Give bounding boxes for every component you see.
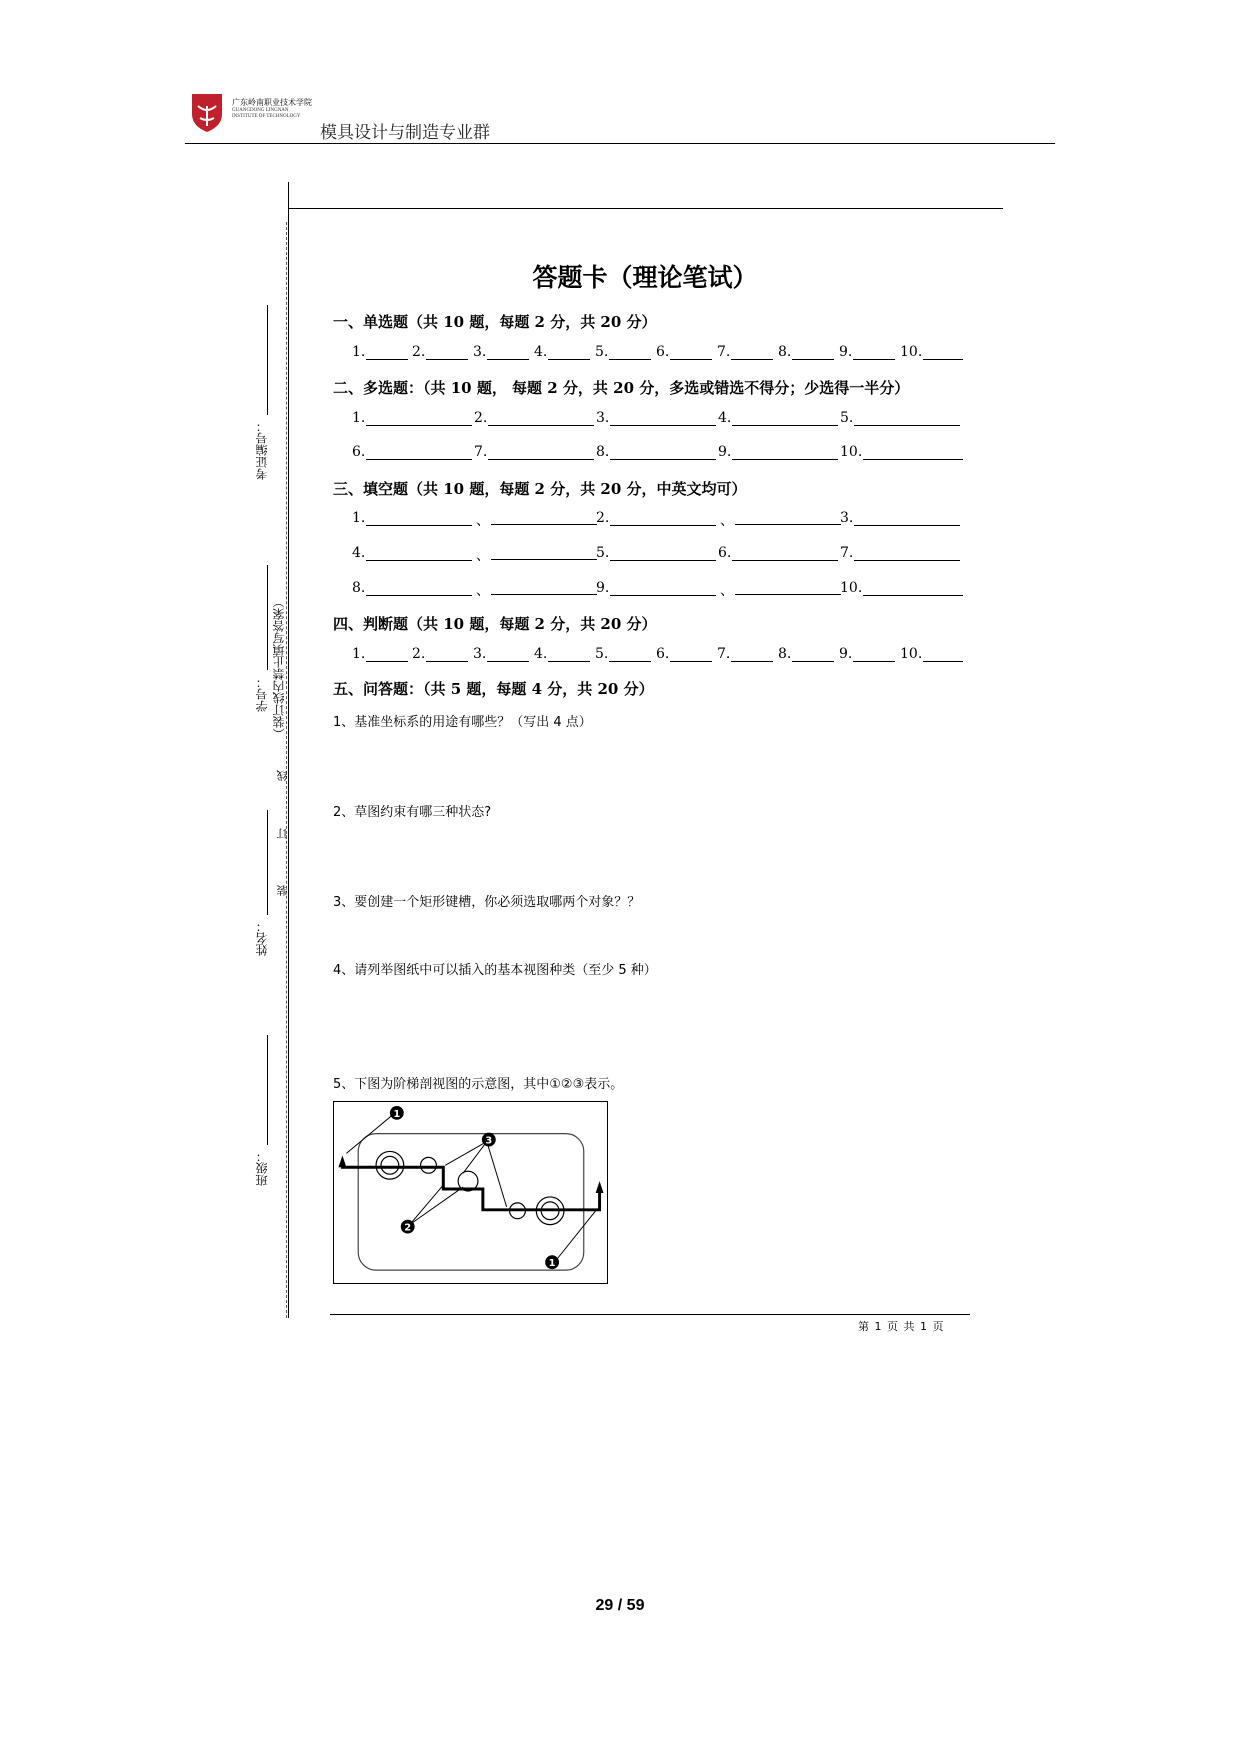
answer-number: 9. bbox=[596, 580, 610, 596]
card-top-rule bbox=[288, 208, 1003, 209]
answer-blank[interactable] bbox=[366, 411, 472, 426]
document-page-counter: 29 / 59 bbox=[595, 1597, 645, 1614]
answer-blank[interactable] bbox=[854, 546, 960, 561]
answer-blank[interactable] bbox=[854, 411, 960, 426]
callout-3: 3 bbox=[485, 1135, 493, 1147]
answer-blank[interactable] bbox=[366, 647, 408, 662]
answer-blank[interactable] bbox=[609, 647, 651, 662]
answer-blank[interactable] bbox=[366, 546, 472, 561]
name-label: 姓名： bbox=[255, 920, 269, 956]
school-name-en-line1: GUANGDONG LINGNAN bbox=[232, 108, 289, 113]
separator: 、 bbox=[476, 583, 490, 599]
answer-number: 1. bbox=[352, 646, 366, 662]
answer-number: 7. bbox=[717, 646, 731, 662]
answer-blank[interactable] bbox=[491, 545, 597, 560]
answer-number: 10. bbox=[840, 580, 863, 596]
answer-number: 3. bbox=[473, 646, 487, 662]
section-fill-blank-title: 三、填空题（共 10 题，每题 2 分，共 20 分，中英文均可） bbox=[333, 480, 747, 498]
exam-no-label: 考证编号： bbox=[255, 420, 269, 480]
name-line bbox=[267, 810, 268, 915]
short-answer-question-4: 4、请列举图纸中可以插入的基本视图种类（至少 5 种） bbox=[333, 963, 657, 978]
answer-number: 2. bbox=[412, 646, 426, 662]
answer-number: 6. bbox=[656, 646, 670, 662]
answer-number: 4. bbox=[718, 410, 732, 426]
answer-card-title: 答题卡（理论笔试） bbox=[532, 263, 758, 292]
section-short-answer-title: 五、问答题：（共 5 题，每题 4 分，共 20 分） bbox=[333, 680, 654, 698]
binding-mark-zhuang: 装 bbox=[276, 885, 289, 896]
student-no-line bbox=[267, 565, 268, 670]
answer-number: 10. bbox=[900, 344, 923, 360]
callout-1: 1 bbox=[393, 1108, 401, 1120]
separator: 、 bbox=[476, 513, 490, 529]
answer-blank[interactable] bbox=[732, 546, 838, 561]
school-name-en bbox=[232, 108, 301, 120]
answer-blank[interactable] bbox=[487, 647, 529, 662]
answer-blank[interactable] bbox=[491, 510, 597, 525]
answer-number: 5. bbox=[595, 344, 609, 360]
school-name-cn: 广东岭南职业技术学院 bbox=[232, 98, 312, 107]
answer-number: 5. bbox=[596, 545, 610, 561]
answer-blank[interactable] bbox=[853, 345, 895, 360]
answer-number: 5. bbox=[840, 410, 854, 426]
answer-blank[interactable] bbox=[610, 546, 716, 561]
section-true-false-title: 四、判断题（共 10 题，每题 2 分，共 20 分） bbox=[333, 615, 657, 633]
answer-number: 8. bbox=[352, 580, 366, 596]
header-divider bbox=[185, 143, 1055, 144]
answer-number: 8. bbox=[778, 344, 792, 360]
answer-blank[interactable] bbox=[610, 411, 716, 426]
answer-blank[interactable] bbox=[487, 345, 529, 360]
binding-notice: （装订线内禁止填写答案） bbox=[272, 596, 286, 740]
answer-blank[interactable] bbox=[610, 511, 716, 526]
answer-blank[interactable] bbox=[488, 411, 594, 426]
answer-blank[interactable] bbox=[610, 445, 716, 460]
answer-blank[interactable] bbox=[732, 445, 838, 460]
answer-blank[interactable] bbox=[488, 445, 594, 460]
binding-line bbox=[288, 182, 289, 1318]
answer-number: 3. bbox=[596, 410, 610, 426]
answer-number: 6. bbox=[352, 444, 366, 460]
answer-blank[interactable] bbox=[923, 345, 963, 360]
answer-blank[interactable] bbox=[670, 345, 712, 360]
answer-blank[interactable] bbox=[426, 345, 468, 360]
answer-blank[interactable] bbox=[735, 580, 841, 595]
short-answer-question-5: 5、下图为阶梯剖视图的示意图，其中①②③表示。 bbox=[333, 1077, 624, 1092]
section-multi-choice-title: 二、多选题：（共 10 题， 每题 2 分，共 20 分，多选或错选不得分；少选得一半分） bbox=[333, 379, 910, 397]
answer-number: 10. bbox=[900, 646, 923, 662]
answer-blank[interactable] bbox=[491, 580, 597, 595]
answer-number: 4. bbox=[534, 344, 548, 360]
answer-number: 1. bbox=[352, 410, 366, 426]
answer-number: 7. bbox=[474, 444, 488, 460]
answer-blank[interactable] bbox=[548, 647, 590, 662]
answer-number: 9. bbox=[839, 344, 853, 360]
school-logo bbox=[190, 92, 224, 134]
class-line bbox=[267, 1035, 268, 1145]
answer-number: 6. bbox=[656, 344, 670, 360]
answer-number: 7. bbox=[717, 344, 731, 360]
answer-blank[interactable] bbox=[792, 647, 834, 662]
callout-2: 2 bbox=[404, 1222, 412, 1234]
card-page-indicator: 第 1 页 共 1 页 bbox=[858, 1320, 945, 1333]
answer-blank[interactable] bbox=[366, 511, 472, 526]
answer-number: 6. bbox=[718, 545, 732, 561]
answer-blank[interactable] bbox=[366, 581, 472, 596]
answer-number: 5. bbox=[595, 646, 609, 662]
answer-number: 10. bbox=[840, 444, 863, 460]
card-bottom-rule bbox=[330, 1314, 970, 1315]
answer-number: 2. bbox=[474, 410, 488, 426]
answer-blank[interactable] bbox=[610, 581, 716, 596]
separator: 、 bbox=[476, 548, 490, 564]
answer-blank[interactable] bbox=[735, 510, 841, 525]
answer-blank[interactable] bbox=[731, 345, 773, 360]
answer-blank[interactable] bbox=[732, 411, 838, 426]
callout-1b: 1 bbox=[548, 1258, 556, 1270]
answer-number: 4. bbox=[534, 646, 548, 662]
separator: 、 bbox=[720, 583, 734, 599]
exam-no-line bbox=[267, 305, 268, 415]
section-single-choice-title: 一、单选题（共 10 题，每题 2 分，共 20 分） bbox=[333, 313, 657, 331]
short-answer-question-3: 3、要创建一个矩形键槽，你必须选取哪两个对象？？ bbox=[333, 895, 641, 910]
school-name-en-line2: INSTITUTE OF TECHNOLOGY bbox=[232, 114, 301, 119]
answer-blank[interactable] bbox=[923, 647, 963, 662]
answer-number: 2. bbox=[412, 344, 426, 360]
answer-number: 1. bbox=[352, 344, 366, 360]
short-answer-question-1: 1、基准坐标系的用途有哪些？（写出 4 点） bbox=[333, 715, 592, 730]
answer-blank[interactable] bbox=[863, 581, 963, 596]
answer-number: 8. bbox=[596, 444, 610, 460]
student-no-label: 学号： bbox=[255, 676, 269, 712]
answer-blank[interactable] bbox=[426, 647, 468, 662]
binding-mark-ding: 订 bbox=[276, 828, 289, 839]
answer-number: 8. bbox=[778, 646, 792, 662]
answer-blank[interactable] bbox=[670, 647, 712, 662]
binding-mark-xian: 线 bbox=[276, 770, 289, 781]
answer-blank[interactable] bbox=[853, 647, 895, 662]
stepped-section-diagram bbox=[333, 1101, 608, 1284]
answer-blank[interactable] bbox=[731, 647, 773, 662]
answer-blank[interactable] bbox=[548, 345, 590, 360]
answer-number: 4. bbox=[352, 545, 366, 561]
answer-number: 1. bbox=[352, 510, 366, 526]
answer-blank[interactable] bbox=[609, 345, 651, 360]
answer-number: 7. bbox=[840, 545, 854, 561]
answer-blank[interactable] bbox=[863, 445, 963, 460]
answer-number: 2. bbox=[596, 510, 610, 526]
answer-number: 3. bbox=[473, 344, 487, 360]
answer-blank[interactable] bbox=[854, 511, 960, 526]
answer-blank[interactable] bbox=[366, 345, 408, 360]
answer-number: 9. bbox=[839, 646, 853, 662]
answer-blank[interactable] bbox=[792, 345, 834, 360]
separator: 、 bbox=[720, 513, 734, 529]
class-label: 班级： bbox=[255, 1150, 269, 1186]
answer-number: 9. bbox=[718, 444, 732, 460]
answer-blank[interactable] bbox=[366, 445, 472, 460]
answer-number: 3. bbox=[840, 510, 854, 526]
department-title: 模具设计与制造专业群 bbox=[320, 123, 490, 143]
short-answer-question-2: 2、草图约束有哪三种状态? bbox=[333, 805, 492, 820]
